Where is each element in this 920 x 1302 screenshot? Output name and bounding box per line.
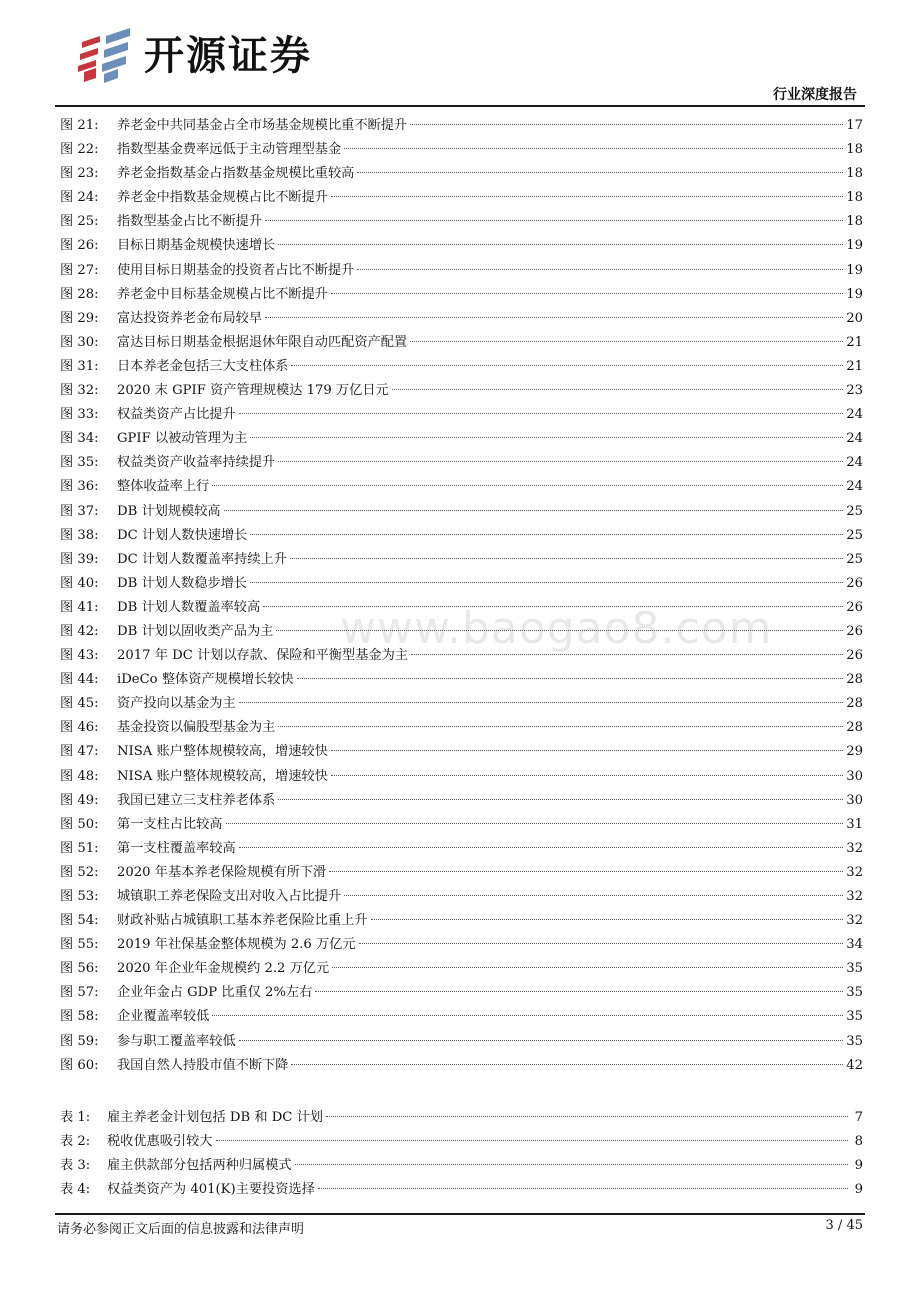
company-logo-icon	[74, 28, 136, 84]
figure-entry-page: 26	[846, 648, 863, 664]
figure-entry-page: 28	[846, 672, 863, 688]
figure-entry-leader-dots	[315, 991, 843, 992]
figure-entry-number: 图 59:	[60, 1033, 99, 1049]
figure-entry-leader-dots	[331, 293, 843, 294]
figure-entry-title: 企业年金占 GDP 比重仅 2%左右	[117, 985, 313, 1001]
figure-entry-page: 28	[846, 696, 863, 712]
header-divider	[55, 105, 865, 107]
figure-entry[interactable]	[60, 596, 863, 620]
figure-entry-page: 35	[846, 985, 863, 1001]
figure-entry[interactable]	[60, 234, 863, 258]
figure-entry-leader-dots	[329, 871, 843, 872]
table-entry-page: 9	[854, 1182, 863, 1198]
figure-entry-leader-dots	[278, 244, 843, 245]
table-entry-page: 8	[854, 1134, 863, 1150]
table-entry-page: 7	[854, 1110, 863, 1125]
figure-entry[interactable]	[60, 981, 863, 1005]
page-number: 3 / 45	[825, 1218, 863, 1233]
table-entry-leader-dots	[295, 1164, 848, 1165]
table-entry-leader-dots	[216, 1140, 849, 1141]
figure-entry-number: 图 46:	[60, 720, 99, 736]
table-entry-title: 雇主养老金计划包括 DB 和 DC 计划	[107, 1110, 323, 1125]
figure-entry-page: 42	[846, 1057, 863, 1073]
figure-entry-page: 24	[846, 455, 863, 471]
figure-entry-leader-dots	[359, 943, 844, 944]
table-entry-title: 税收优惠吸引较大	[107, 1134, 213, 1150]
disclaimer-text: 请务必参阅正文后面的信息披露和法律声明	[57, 1222, 305, 1237]
table-index-list	[60, 1106, 863, 1202]
figure-entry-leader-dots	[331, 750, 843, 751]
table-entry-title: 权益类资产为 401(K)主要投资选择	[107, 1182, 315, 1198]
figure-entry-title: 权益类资产收益率持续提升	[117, 455, 276, 471]
figure-entry-page: 35	[846, 1009, 863, 1025]
figure-entry-number: 图 55:	[60, 937, 99, 953]
figure-entry-page: 26	[846, 623, 863, 639]
figure-entry-number: 图 29:	[60, 310, 99, 326]
figure-entry-number: 图 42:	[60, 623, 99, 639]
figure-entry[interactable]	[60, 548, 863, 572]
figure-entry[interactable]	[60, 427, 863, 451]
table-entry-title: 雇主供款部分包括两种归属模式	[107, 1158, 292, 1174]
figure-entry-leader-dots	[331, 196, 843, 197]
figure-entry[interactable]	[60, 837, 863, 861]
figure-entry-number: 图 21:	[60, 118, 99, 133]
figure-entry-page: 18	[846, 190, 863, 206]
figure-entry-leader-dots	[239, 1040, 844, 1041]
figure-entry-page: 32	[846, 840, 863, 856]
figure-entry-title: DB 计划以固收类产品为主	[117, 623, 274, 639]
figure-entry[interactable]	[60, 259, 863, 283]
figure-entry-title: 养老金中指数基金规模占比不断提升	[117, 190, 328, 206]
figure-entry-leader-dots	[250, 582, 843, 583]
figure-entry[interactable]	[60, 572, 863, 596]
figure-entry-title: DB 计划人数稳步增长	[117, 575, 247, 591]
figure-entry-leader-dots	[410, 341, 843, 342]
figure-entry-number: 图 33:	[60, 407, 99, 423]
figure-entry-leader-dots	[278, 726, 843, 727]
figure-entry-title: 城镇职工养老保险支出对收入占比提升	[117, 889, 342, 904]
figure-entry-number: 图 23:	[60, 166, 99, 182]
figure-entry-title: 财政补贴占城镇职工基本养老保险比重上升	[117, 913, 368, 929]
figure-entry-page: 29	[846, 744, 863, 760]
figure-entry-page: 24	[846, 479, 863, 495]
figure-entry-leader-dots	[357, 269, 843, 270]
figure-entry[interactable]	[60, 692, 863, 716]
figure-entry-leader-dots	[332, 967, 843, 968]
figure-entry-number: 图 39:	[60, 551, 99, 567]
figure-entry-page: 26	[846, 575, 863, 591]
table-entry[interactable]	[60, 1106, 863, 1130]
figure-entry-leader-dots	[344, 895, 843, 896]
figure-entry-title: 指数型基金费率远低于主动管理型基金	[117, 142, 342, 158]
figure-entry-page: 25	[846, 551, 863, 567]
figure-entry-number: 图 49:	[60, 792, 99, 808]
figure-entry[interactable]	[60, 186, 863, 210]
figure-entry-leader-dots	[278, 461, 843, 462]
figure-entry-page: 18	[846, 142, 863, 158]
figure-entry[interactable]	[60, 331, 863, 355]
figure-entry[interactable]	[60, 1030, 863, 1054]
figure-entry-page: 18	[846, 214, 863, 230]
figure-entry-leader-dots	[291, 365, 843, 366]
figure-entry-title: 2017 年 DC 计划以存款、保险和平衡型基金为主	[117, 648, 408, 664]
figure-entry-number: 图 32:	[60, 383, 99, 399]
figure-entry-number: 图 35:	[60, 455, 99, 471]
figure-entry-leader-dots	[212, 1015, 843, 1016]
figure-entry-leader-dots	[278, 799, 843, 800]
figure-entry-page: 23	[846, 383, 863, 399]
figure-entry-leader-dots	[392, 389, 844, 390]
figure-entry-title: 整体收益率上行	[117, 479, 210, 495]
figure-entry[interactable]	[60, 765, 863, 789]
figure-entry-page: 24	[846, 407, 863, 423]
figure-entry-leader-dots	[276, 630, 843, 631]
figure-entry-page: 25	[846, 527, 863, 543]
figure-entry-number: 图 40:	[60, 575, 99, 591]
figure-entry[interactable]	[60, 620, 863, 644]
figure-entry-leader-dots	[239, 702, 844, 703]
figure-entry-leader-dots	[265, 317, 843, 318]
figure-entry-number: 图 50:	[60, 816, 99, 832]
figure-entry[interactable]	[60, 379, 863, 403]
figure-entry-title: 第一支柱覆盖率较高	[117, 840, 236, 856]
figure-entry-page: 19	[846, 286, 863, 302]
table-entry-number: 表 3:	[60, 1158, 91, 1174]
figure-entry-leader-dots	[291, 1064, 843, 1065]
table-entry[interactable]	[60, 1154, 863, 1178]
figure-entry-leader-dots	[371, 919, 844, 920]
table-entry[interactable]	[60, 1130, 863, 1154]
figure-entry-page: 21	[846, 358, 863, 374]
figure-entry-leader-dots	[224, 510, 844, 511]
figure-entry-page: 30	[846, 768, 863, 784]
figure-entry-number: 图 57:	[60, 985, 99, 1001]
figure-entry-leader-dots	[239, 413, 844, 414]
table-entry-number: 表 4:	[60, 1182, 91, 1198]
figure-entry-title: 目标日期基金规模快速增长	[117, 238, 276, 254]
company-name: 开源证券	[144, 33, 312, 79]
figure-entry-number: 图 24:	[60, 190, 99, 206]
figure-entry-leader-dots	[331, 775, 843, 776]
watermark: www.baogao8.com	[340, 603, 773, 654]
figure-entry-leader-dots	[297, 678, 844, 679]
figure-entry-page: 28	[846, 720, 863, 736]
figure-entry[interactable]	[60, 740, 863, 764]
table-entry[interactable]	[60, 1178, 863, 1202]
figure-entry[interactable]	[60, 885, 863, 909]
figure-entry[interactable]	[60, 933, 863, 957]
figure-entry-title: DB 计划规模较高	[117, 503, 221, 519]
figure-entry-leader-dots	[239, 847, 844, 848]
figure-entry-leader-dots	[263, 606, 843, 607]
figure-entry-number: 图 51:	[60, 840, 99, 856]
figure-entry[interactable]	[60, 957, 863, 981]
figure-entry-title: 使用目标日期基金的投资者占比不断提升	[117, 262, 355, 278]
figure-entry[interactable]	[60, 210, 863, 234]
figure-entry-page: 19	[846, 262, 863, 278]
figure-entry-title: 我国自然人持股市值不断下降	[117, 1057, 289, 1073]
figure-entry-number: 图 37:	[60, 503, 99, 519]
figure-entry-title: NISA 账户整体规模较高，增速较快	[117, 744, 328, 760]
figure-entry-number: 图 41:	[60, 599, 99, 615]
figure-entry[interactable]	[60, 162, 863, 186]
figure-entry-title: 企业覆盖率较低	[117, 1009, 210, 1025]
figure-entry-number: 图 53:	[60, 889, 99, 904]
figure-entry-title: 资产投向以基金为主	[117, 696, 236, 712]
figure-entry-title: iDeCo 整体资产规模增长较快	[117, 672, 294, 688]
figure-entry[interactable]	[60, 813, 863, 837]
company-logo	[74, 28, 312, 84]
table-entry-leader-dots	[326, 1116, 848, 1117]
figure-entry-title: 2020 年基本养老保险规模有所下滑	[117, 864, 327, 880]
figure-entry-title: 富达投资养老金布局较早	[117, 310, 263, 326]
figure-entry-page: 35	[846, 1033, 863, 1049]
figure-entry-number: 图 31:	[60, 358, 99, 374]
figure-entry-number: 图 38:	[60, 527, 99, 543]
figure-entry-leader-dots	[212, 485, 843, 486]
figure-entry[interactable]	[60, 114, 863, 138]
figure-entry[interactable]	[60, 283, 863, 307]
figure-entry-number: 图 56:	[60, 961, 99, 977]
figure-entry[interactable]	[60, 668, 863, 692]
figure-entry-number: 图 47:	[60, 744, 99, 760]
figure-entry-page: 19	[846, 238, 863, 254]
figure-entry-number: 图 58:	[60, 1009, 99, 1025]
figure-entry-number: 图 48:	[60, 768, 99, 784]
figure-entry-number: 图 43:	[60, 648, 99, 664]
figure-entry[interactable]	[60, 524, 863, 548]
figure-entry-page: 34	[846, 937, 863, 953]
figure-entry[interactable]	[60, 1005, 863, 1029]
figure-entry-page: 25	[846, 503, 863, 519]
figure-entry[interactable]	[60, 500, 863, 524]
figure-entry-page: 20	[846, 310, 863, 326]
figure-entry-page: 24	[846, 431, 863, 447]
figure-entry[interactable]	[60, 716, 863, 740]
table-entry-leader-dots	[318, 1188, 848, 1189]
figure-entry-page: 32	[846, 889, 863, 904]
figure-entry-leader-dots	[290, 558, 843, 559]
figure-entry-number: 图 34:	[60, 431, 99, 447]
figure-entry-title: 养老金中目标基金规模占比不断提升	[117, 286, 328, 302]
figure-entry[interactable]	[60, 475, 863, 499]
figure-entry-title: 日本养老金包括三大支柱体系	[117, 358, 289, 374]
figure-entry-number: 图 26:	[60, 238, 99, 254]
figure-entry-leader-dots	[357, 172, 843, 173]
figure-entry[interactable]	[60, 789, 863, 813]
figure-entry-leader-dots	[226, 823, 844, 824]
figure-entry[interactable]	[60, 1054, 863, 1078]
figure-entry-number: 图 30:	[60, 334, 99, 350]
table-entry-number: 表 1:	[60, 1110, 91, 1125]
figure-entry-title: NISA 账户整体规模较高，增速较快	[117, 768, 328, 784]
figure-entry[interactable]	[60, 138, 863, 162]
figure-entry-title: 养老金指数基金占指数基金规模比重较高	[117, 166, 355, 182]
figure-entry-title: 2020 年企业年金规模约 2.2 万亿元	[117, 961, 330, 977]
figure-entry-title: DC 计划人数快速增长	[117, 527, 248, 543]
figure-entry[interactable]	[60, 644, 863, 668]
figure-entry-title: 第一支柱占比较高	[117, 816, 223, 832]
figure-entry-page: 21	[846, 334, 863, 350]
figure-entry-leader-dots	[265, 220, 843, 221]
figure-entry-title: DC 计划人数覆盖率持续上升	[117, 551, 287, 567]
figure-entry-title: 我国已建立三支柱养老体系	[117, 792, 276, 808]
figure-entry-title: 养老金中共同基金占全市场基金规模比重不断提升	[117, 118, 408, 133]
figure-entry-number: 图 54:	[60, 913, 99, 929]
figure-entry-page: 26	[846, 599, 863, 615]
figure-entry-page: 30	[846, 792, 863, 808]
figure-entry[interactable]	[60, 861, 863, 885]
figure-entry-title: 权益类资产占比提升	[117, 407, 236, 423]
figure-entry-page: 35	[846, 961, 863, 977]
figure-entry-title: 2019 年社保基金整体规模为 2.6 万亿元	[117, 937, 356, 953]
figure-entry-number: 图 52:	[60, 864, 99, 880]
figure-entry-page: 31	[846, 816, 863, 832]
figure-entry-title: 参与职工覆盖率较低	[117, 1033, 236, 1049]
figure-entry-number: 图 36:	[60, 479, 99, 495]
figure-entry-page: 32	[846, 864, 863, 880]
figure-entry-number: 图 44:	[60, 672, 99, 688]
figure-entry-leader-dots	[250, 437, 843, 438]
figure-entry-title: GPIF 以被动管理为主	[117, 431, 248, 447]
figure-entry[interactable]	[60, 355, 863, 379]
figure-entry-page: 18	[846, 166, 863, 182]
figure-entry-number: 图 25:	[60, 214, 99, 230]
footer-divider	[55, 1213, 865, 1215]
figure-entry-title: 指数型基金占比不断提升	[117, 214, 263, 230]
figure-entry-number: 图 60:	[60, 1057, 99, 1073]
figure-entry-number: 图 28:	[60, 286, 99, 302]
figure-entry[interactable]	[60, 307, 863, 331]
figure-entry[interactable]	[60, 909, 863, 933]
figure-index-list	[60, 114, 863, 1078]
figure-entry-leader-dots	[250, 534, 843, 535]
figure-entry-number: 图 27:	[60, 262, 99, 278]
figure-entry[interactable]	[60, 403, 863, 427]
figure-entry-leader-dots	[410, 124, 843, 125]
figure-entry[interactable]	[60, 451, 863, 475]
figure-entry-leader-dots	[344, 148, 843, 149]
figure-entry-leader-dots	[411, 654, 843, 655]
report-type-label: 行业深度报告	[773, 87, 857, 103]
figure-entry-number: 图 45:	[60, 696, 99, 712]
figure-entry-title: 2020 末 GPIF 资产管理规模达 179 万亿日元	[117, 383, 389, 399]
figure-entry-page: 32	[846, 913, 863, 929]
figure-entry-number: 图 22:	[60, 142, 99, 158]
figure-entry-title: 富达目标日期基金根据退休年限自动匹配资产配置	[117, 334, 408, 350]
figure-entry-title: 基金投资以偏股型基金为主	[117, 720, 276, 736]
table-entry-page: 9	[854, 1158, 863, 1174]
figure-entry-page: 17	[846, 118, 863, 133]
table-entry-number: 表 2:	[60, 1134, 91, 1150]
figure-entry-title: DB 计划人数覆盖率较高	[117, 599, 261, 615]
